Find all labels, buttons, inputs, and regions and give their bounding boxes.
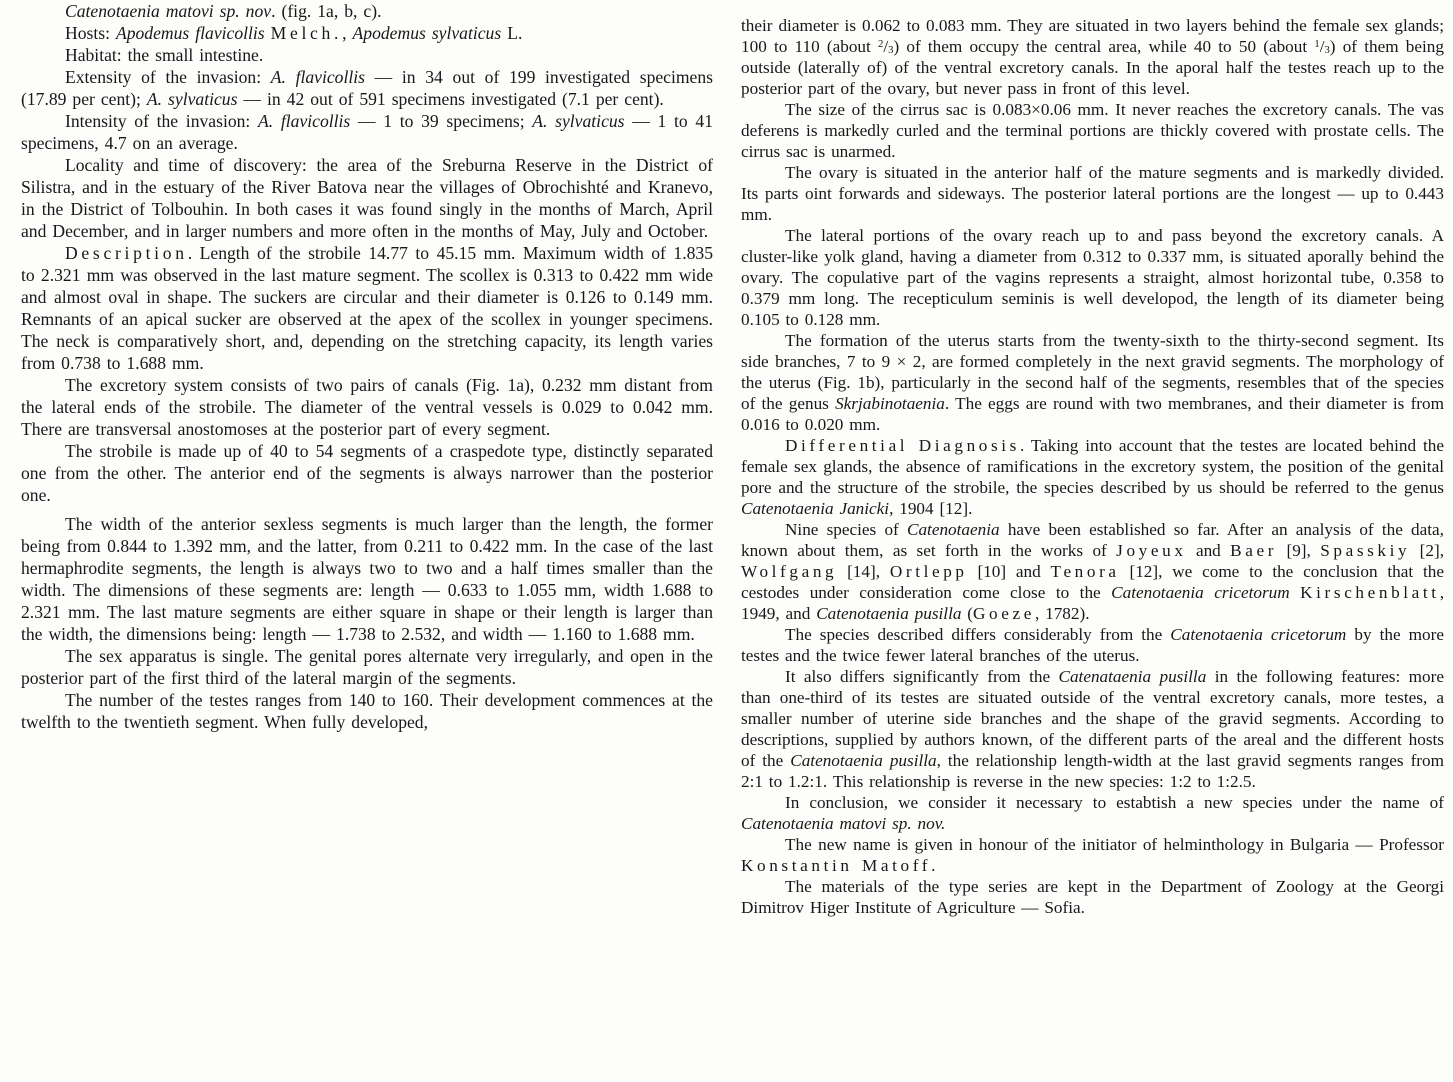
text-run: . The eggs are round with two membranes, and their diameter is from 0.016 to 0.020 mm.	[741, 394, 1444, 434]
text-run: ) of them being outside (laterally of) of the ventral excretory canals. In the aporal half the testes reach up to the posterior part of the ovary, but never pass in front of this level.	[741, 37, 1444, 98]
text-run: their diameter is 0.062 to 0.083 mm. They are situated in two layers behind the female sex glands; 100 to 110 (about	[741, 16, 1444, 56]
text-run: Differential Diagnosis	[785, 436, 1020, 455]
paragraph	[741, 792, 1444, 834]
text-run: [14],	[837, 562, 890, 581]
left-column	[21, 0, 713, 733]
text-run: Apodemus sylvaticus	[352, 23, 502, 43]
text-run: A. sylvaticus	[146, 89, 238, 109]
text-run: Spasskiy	[1320, 541, 1411, 560]
text-run: [2],	[1410, 541, 1444, 560]
paragraph	[21, 0, 713, 22]
text-run: It also differs significantly from the	[785, 667, 1059, 686]
text-run: Skrjabinotaenia	[835, 394, 945, 413]
text-run: by the more testes and the twice fewer lateral branches of the uterus.	[741, 625, 1444, 665]
text-run: Nine species of	[785, 520, 907, 539]
text-run: Intensity of the invasion:	[65, 111, 259, 131]
text-run: The formation of the uterus starts from the twenty-sixth to the thirty-second segment. Its side branches, 7 to 9 × 2, are formed completely in the next gravid segments. The morphology of the uterus (Fig. 1b), particularly in the second half of the segments, resembles that of the species of the genus	[741, 331, 1444, 413]
text-run: A. flavicollis	[270, 67, 365, 87]
text-run: in the following features: more than one-third of its testes are situated outside of the ventral excretory canals, more testes, a smaller number of uterine side branches and the shape of the gravid segments. According to descriptions, supplied by authors known, of the different parts of the areal and the different hosts of the	[741, 667, 1444, 770]
fraction-text: $^1/_3$	[1314, 37, 1330, 57]
text-run: The strobile is made up of 40 to 54 segments of a craspedote type, distinctly separated one from the other. The anterior end of the segments is always narrower than the posterior one.	[21, 441, 713, 505]
text-run: , 1949, and	[741, 583, 1444, 623]
text-run: Catenotaenia matovi sp. nov.	[741, 814, 946, 833]
text-run: , 1782).	[1034, 604, 1090, 623]
text-run: , 1904 [12].	[889, 499, 973, 518]
text-run: A. flavicollis	[258, 111, 351, 131]
text-run: The new name is given in honour of the initiator of helminthology in Bulgaria — Professor	[785, 835, 1444, 854]
text-run: Catenotaenia pusilla	[790, 751, 937, 770]
text-run: Catenotaenia matovi sp. nov	[65, 1, 272, 21]
text-run: Baer	[1230, 541, 1278, 560]
paragraph	[741, 162, 1444, 225]
paragraph	[741, 624, 1444, 666]
paragraph	[741, 15, 1444, 99]
text-run: ,	[342, 23, 353, 43]
text-run: have been established so far. After an analysis of the data, known about them, as set forth in the works of	[741, 520, 1444, 560]
text-run: . Taking into account that the testes are located behind the female sex glands, the absence of ramifications in the excretory system, the position of the genital pore and the structure of the strobile, the species described by us should be referred to the genus	[741, 436, 1445, 497]
paragraph	[21, 110, 713, 154]
paragraph	[741, 99, 1444, 162]
paragraph	[21, 689, 713, 733]
paragraph	[21, 66, 713, 110]
text-run: The materials of the type series are kept in the Department of Zoology at the Georgi Dimitrov Higer Institute of Agriculture — Sofia.	[741, 877, 1444, 917]
paragraph	[741, 834, 1444, 876]
text-run: , the relationship length-width at the last gravid segments ranges from 2:1 to 1.2:1. This relationship is reverse in the new species: 1:2 to 1:2.5.	[741, 751, 1444, 791]
paragraph	[21, 154, 713, 242]
paragraph	[21, 513, 713, 645]
text-run: Extensity of the invasion:	[65, 67, 271, 87]
text-run: Catenotaenia pusilla	[816, 604, 962, 623]
text-run: The excretory system consists of two pairs of canals (Fig. 1a), 0.232 mm distant from the lateral ends of the strobile. The diameter of the ventral vessels is 0.029 to 0.042 mm. There are transversal anostomoses at the posterior part of every segment.	[21, 375, 713, 439]
paragraph	[741, 435, 1444, 519]
text-run: . (fig. 1a, b, c).	[271, 1, 382, 21]
text-run: Ortlepp	[889, 562, 968, 581]
paragraph	[21, 22, 713, 44]
paragraph	[21, 440, 713, 506]
paragraph	[741, 225, 1444, 330]
text-run: The number of the testes ranges from 140 to 160. Their development commences at the twelfth to the twentieth segment. When fully developed,	[21, 690, 713, 732]
text-run: [9],	[1277, 541, 1321, 560]
text-run: Melch.	[270, 23, 343, 43]
text-run: Locality and time of discovery: the area of the Sreburna Reserve in the District of Silistra, and in the estuary of the River Batova near the villages of Obrochishté and Kranevo, in the District of Tolbouhin. In both cases it was found singly in the months of March, April and December, and in larger numbers and more often in the months of May, July and October.	[21, 155, 713, 241]
text-run: The width of the anterior sexless segments is much larger than the length, the former being from 0.844 to 1.392 mm, and the latter, from 0.211 to 0.422 mm. In the case of the last hermaphrodite segments, the length is always two to two and a half times smaller than the width. The dimensions of these segments are: length — 0.633 to 1.055 mm, width 1.688 to 2.321 mm. The last mature segments are either square in shape or their length is larger than the width, the dimensions being: length — 1.738 to 2.532, and width — 1.160 to 1.688 mm.	[21, 514, 713, 644]
text-run: The lateral portions of the ovary reach up to and pass beyond the excretory canals. A cluster-like yolk gland, having a diameter from 0.312 to 0.337 mm, is situated aporally behind the ovary. The copulative part of the vagins represents a straight, almost horizontal tube, 0.358 to 0.379 mm long. The recepticulum seminis is well developod, the length of its diameter being 0.105 to 0.128 mm.	[741, 226, 1444, 329]
fraction-text: $^2/_3$	[878, 37, 894, 57]
text-run: A. sylvaticus	[532, 111, 625, 131]
paragraph	[21, 44, 713, 66]
paragraph	[741, 666, 1444, 792]
text-run: Kirschenblatt	[1300, 583, 1440, 602]
text-run	[1290, 583, 1300, 602]
text-run: — in 42 out of 591 specimens investigated (7.1 per cent).	[237, 89, 664, 109]
paragraph	[741, 876, 1444, 918]
paragraph	[21, 645, 713, 689]
text-run: — in 34 out of 199 investigated specimens (17.89 per cent);	[21, 67, 714, 109]
paragraph	[741, 330, 1444, 435]
text-run: Goeze	[973, 604, 1035, 623]
text-run: Wolfgang	[741, 562, 838, 581]
text-run: Catenotaenia cricetorum	[1170, 625, 1347, 644]
text-run: Konstantin Matoff	[741, 856, 932, 875]
text-run: [10] and	[967, 562, 1051, 581]
text-run: The ovary is situated in the anterior half of the mature segments and is markedly divided. Its parts oint forwards and sideways. The posterior lateral portions are the longest — up to 0.443 mm.	[741, 163, 1444, 224]
text-run: ) of them occupy the central area, while 40 to 50 (about	[893, 37, 1315, 56]
text-run: Catenotaenia Janicki	[741, 499, 890, 518]
text-run: The sex apparatus is single. The genital pores alternate very irregularly, and open in the posterior part of the first third of the lateral margin of the segments.	[21, 646, 713, 688]
text-run: (	[961, 604, 974, 623]
text-run: L.	[501, 23, 523, 43]
text-run: Catenotaenia	[906, 520, 1000, 539]
text-run: Tenora	[1050, 562, 1120, 581]
text-run: Joyeux	[1116, 541, 1187, 560]
text-run: Catenotaenia cricetorum	[1111, 583, 1290, 602]
text-run: In conclusion, we consider it necessary to estabtish a new species under the name of	[785, 793, 1444, 812]
text-run: Catenataenia pusilla	[1058, 667, 1207, 686]
text-run: — 1 to 41 specimens, 4.7 on an average.	[21, 111, 713, 153]
paragraph	[21, 242, 713, 374]
text-run: Apodemus flavicollis	[115, 23, 265, 43]
paragraph	[21, 374, 713, 440]
paragraph	[741, 519, 1444, 624]
text-run: [12], we come to the conclusion that the cestodes under consideration come close to the	[741, 562, 1444, 602]
text-run: Description	[65, 243, 188, 263]
text-run: The species described differs considerably from the	[785, 625, 1171, 644]
text-run: Habitat: the small intestine.	[65, 45, 264, 65]
text-run: .	[931, 856, 936, 875]
text-run: and	[1186, 541, 1231, 560]
text-run: The size of the cirrus sac is 0.083×0.06 mm. It never reaches the excretory canals. The vas deferens is markedly curled and the terminal portions are thickly covered with prostate cells. The cirrus sac is unarmed.	[741, 100, 1444, 161]
text-run: — 1 to 39 specimens;	[350, 111, 533, 131]
text-run: . Length of the strobile 14.77 to 45.15 mm. Maximum width of 1.835 to 2.321 mm was observed in the last mature segment. The scollex is 0.313 to 0.422 mm wide and almost oval in shape. The suckers are circular and their diameter is 0.126 to 0.149 mm. Remnants of an apical sucker are observed at the apex of the scollex in younger specimens. The neck is comparatively short, and, depending on the stretching capacity, its length varies from 0.738 to 1.688 mm.	[21, 243, 713, 373]
right-column	[741, 15, 1444, 918]
text-run: Hosts:	[65, 23, 116, 43]
